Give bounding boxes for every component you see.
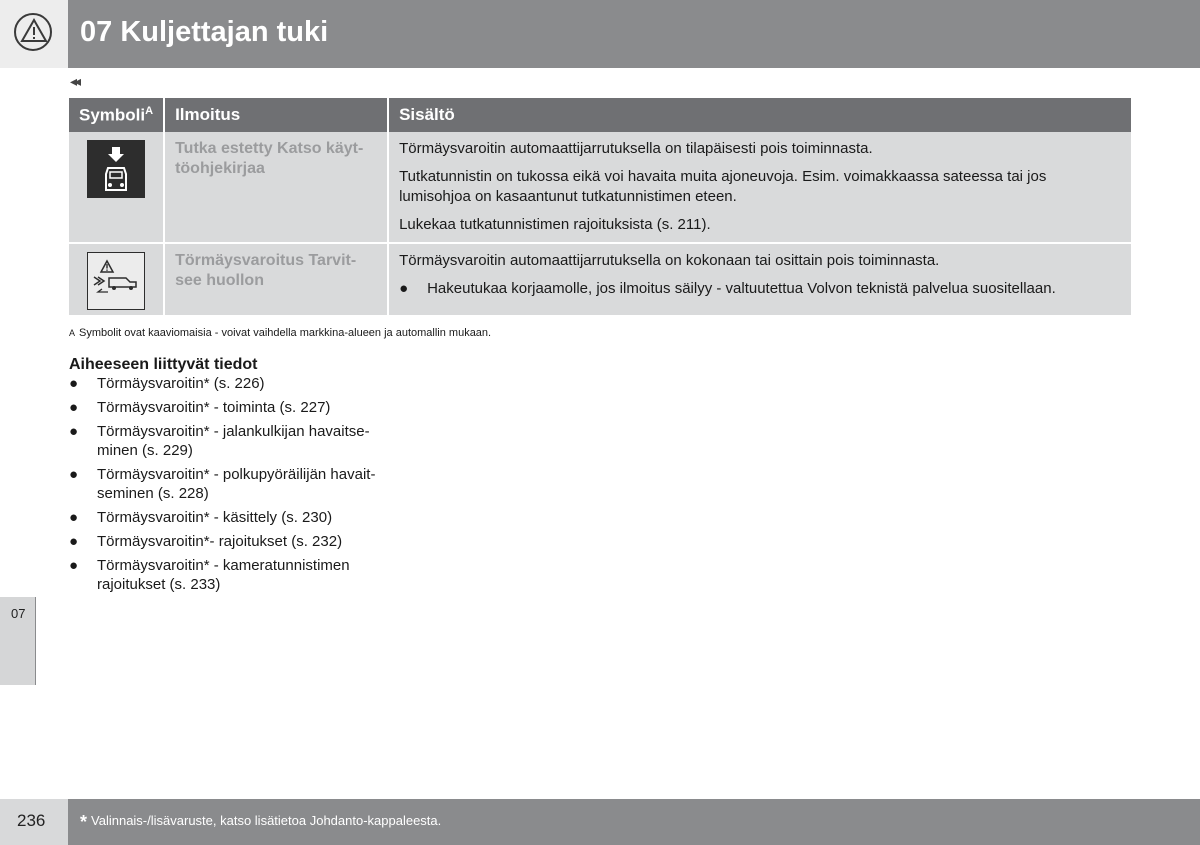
related-link[interactable] [69,532,409,551]
content-paragraph: Törmäysvaroitin automaattijarrutuksella on tilapäisesti pois toiminnasta. [399,140,873,157]
footer-bar [68,799,1200,845]
message-cell: Törmäysvaroitus Tarvit-see huollon [164,243,388,316]
chapter-side-tab[interactable] [0,597,36,685]
bullet-icon: ● [69,509,79,526]
col-header-content: Sisältö [388,98,1131,132]
bullet-icon: ● [69,423,79,440]
page-footer [0,799,1200,845]
content-bullet [399,279,1121,299]
back-nav-arrows[interactable]: ◂◂ [70,73,79,89]
footnote-text: Symbolit ovat kaaviomaisia - voivat vaihdella markkina-alueen ja automallin mukaan. [79,327,492,339]
related-link-text[interactable]: Törmäysvaroitin* - käsittely (s. 230) [97,509,333,526]
warning-triangle-icon [20,18,48,44]
related-info-section [69,356,409,599]
table-row [69,243,1131,316]
bullet-icon: ● [399,280,409,297]
related-link-text[interactable]: Törmäysvaroitin* - jalankulkijan havaitse-minen (s. 229) [97,423,370,459]
related-link-text[interactable]: Törmäysvaroitin* - polkupyöräilijän havait-seminen (s. 228) [97,466,376,502]
footnote-mark: A [69,328,76,338]
related-link-text[interactable]: Törmäysvaroitin* - toiminta (s. 227) [97,399,331,416]
symbol-cell [69,243,164,316]
bullet-icon: ● [69,399,79,416]
footer-note-text: Valinnais-/lisävaruste, katso lisätietoa Johdanto-kappaleesta. [91,813,442,828]
table-header-row [69,98,1131,132]
col-header-message: Ilmoitus [164,98,388,132]
asterisk-icon: * [80,812,88,832]
related-title: Aiheeseen liittyvät tiedot [69,356,258,373]
related-link[interactable] [69,422,409,460]
bullet-text: Hakeutukaa korjaamolle, jos ilmoitus säilyy - valtuutettua Volvon teknistä palvelua suositellaan. [427,280,1056,297]
related-link[interactable] [69,556,409,594]
bullet-icon: ● [69,533,79,550]
table-footnote [69,327,491,339]
radar-blocked-icon [87,140,145,198]
related-link-text[interactable]: Törmäysvaroitin*- rajoitukset (s. 232) [97,533,343,550]
related-link[interactable] [69,508,409,527]
content-paragraph: Tutkatunnistin on tukossa eikä voi havaita muita ajoneuvoja. Esim. voimakkaassa sateessa tai jos lumisohjoa on kasaantunut tutkatunnistimen eteen. [399,168,1047,205]
content-cell [388,243,1131,316]
related-link[interactable] [69,398,409,417]
content-paragraph: Lukekaa tutkatunnistimen rajoituksista (s. 211). [399,216,711,233]
collision-warning-service-icon [87,252,145,310]
content-cell [388,132,1131,243]
related-list [69,374,409,594]
content-paragraph: Törmäysvaroitin automaattijarrutuksella on kokonaan tai osittain pois toiminnasta. [399,252,940,269]
chapter-title: 07 Kuljettajan tuki [80,16,329,48]
page-header [0,0,1200,68]
related-link-text[interactable]: Törmäysvaroitin* (s. 226) [97,375,265,392]
message-cell: Tutka estetty Katso käyt-töohjekirjaa [164,132,388,243]
bullet-icon: ● [69,375,79,392]
col-header-symbol: Symboli$^A$ [69,98,164,132]
table-row [69,132,1131,243]
page-number: 236 [17,811,46,830]
related-link[interactable] [69,374,409,393]
related-link[interactable] [69,465,409,503]
symbol-cell [69,132,164,243]
message-table [69,98,1131,317]
bullet-icon: ● [69,466,79,483]
bullet-icon: ● [69,557,79,574]
page-number-box [0,799,68,845]
chapter-tab-label: 07 [11,606,26,621]
chapter-icon-box [0,0,68,68]
footer-note [80,812,441,833]
related-link-text[interactable]: Törmäysvaroitin* - kameratunnistimen rajoitukset (s. 233) [97,557,350,593]
